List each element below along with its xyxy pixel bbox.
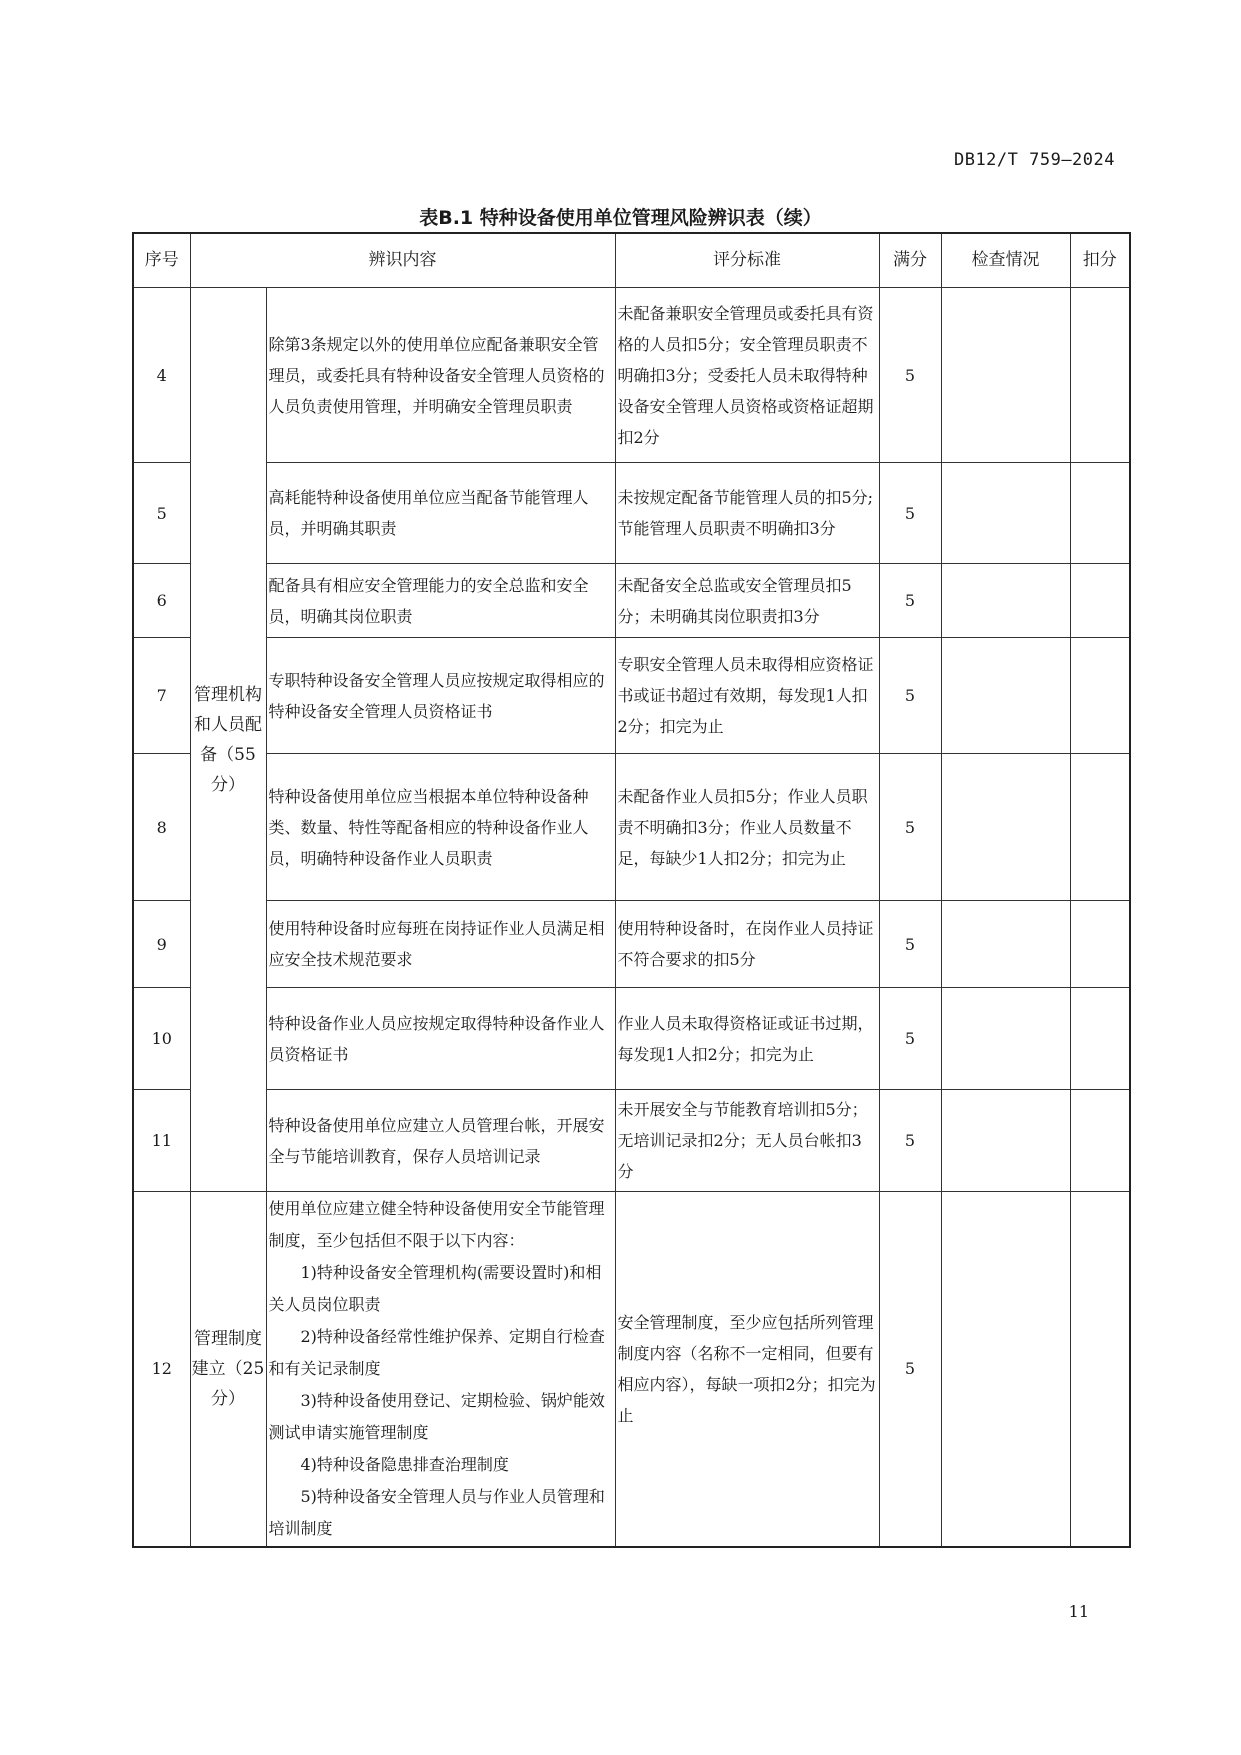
row-criteria: 使用特种设备时，在岗作业人员持证不符合要求的扣5分 — [615, 901, 879, 988]
col-header-seq: 序号 — [133, 233, 190, 288]
row-content: 使用特种设备时应每班在岗持证作业人员满足相应安全技术规范要求 — [266, 901, 615, 988]
row-full-score: 5 — [879, 901, 941, 988]
col-header-full: 满分 — [879, 233, 941, 288]
row-deduct — [1070, 1090, 1130, 1192]
content-item: 2)特种设备经常性维护保养、定期自行检查和有关记录制度 — [268, 1326, 605, 1378]
row-deduct — [1070, 288, 1130, 463]
page-number: 11 — [1068, 1602, 1089, 1621]
table-row — [133, 754, 1130, 901]
row-content: 高耗能特种设备使用单位应当配备节能管理人员，并明确其职责 — [266, 463, 615, 564]
row-deduct — [1070, 463, 1130, 564]
row-check — [941, 288, 1070, 463]
col-header-deduct: 扣分 — [1070, 233, 1130, 288]
table-row — [133, 1192, 1130, 1547]
content-item: 4)特种设备隐患排查治理制度 — [300, 1454, 509, 1474]
row-deduct — [1070, 988, 1130, 1090]
row-content: 特种设备使用单位应建立人员管理台帐，开展安全与节能培训教育，保存人员培训记录 — [266, 1090, 615, 1192]
row-check — [941, 988, 1070, 1090]
col-header-content: 辨识内容 — [190, 233, 615, 288]
content-item: 1)特种设备安全管理机构(需要设置时)和相关人员岗位职责 — [268, 1262, 602, 1314]
row-full-score: 5 — [879, 288, 941, 463]
table-row — [133, 288, 1130, 463]
row-full-score: 5 — [879, 1192, 941, 1547]
row-seq: 7 — [133, 638, 190, 754]
row-deduct — [1070, 638, 1130, 754]
row-seq: 9 — [133, 901, 190, 988]
row-seq: 6 — [133, 564, 190, 638]
row-full-score: 5 — [879, 638, 941, 754]
row-content — [266, 1192, 615, 1547]
row-criteria: 未配备安全总监或安全管理员扣5分；未明确其岗位职责扣3分 — [615, 564, 879, 638]
row-deduct — [1070, 564, 1130, 638]
row-full-score: 5 — [879, 564, 941, 638]
row-check — [941, 463, 1070, 564]
category-cell: 管理机构和人员配备（55分） — [190, 288, 266, 1192]
col-header-criteria: 评分标准 — [615, 233, 879, 288]
table-row — [133, 463, 1130, 564]
row-content: 除第3条规定以外的使用单位应配备兼职安全管理员，或委托具有特种设备安全管理人员资格的人员负责使用管理，并明确安全管理员职责 — [266, 288, 615, 463]
row-deduct — [1070, 901, 1130, 988]
content-intro: 使用单位应建立健全特种设备使用安全节能管理制度，至少包括但不限于以下内容： — [268, 1198, 605, 1250]
row-check — [941, 638, 1070, 754]
row-criteria: 作业人员未取得资格证或证书过期，每发现1人扣2分；扣完为止 — [615, 988, 879, 1090]
risk-identification-table — [132, 232, 1131, 1548]
row-deduct — [1070, 1192, 1130, 1547]
row-content: 特种设备作业人员应按规定取得特种设备作业人员资格证书 — [266, 988, 615, 1090]
row-deduct — [1070, 754, 1130, 901]
row-check — [941, 564, 1070, 638]
row-full-score: 5 — [879, 754, 941, 901]
table-title: 表B.1 特种设备使用单位管理风险辨识表（续） — [419, 207, 822, 229]
row-full-score: 5 — [879, 463, 941, 564]
row-seq: 11 — [133, 1090, 190, 1192]
row-criteria: 未配备作业人员扣5分；作业人员职责不明确扣3分；作业人员数量不足，每缺少1人扣2分；扣完为止 — [615, 754, 879, 901]
document-code: DB12/T 759—2024 — [953, 150, 1115, 170]
row-criteria: 安全管理制度，至少应包括所列管理制度内容（名称不一定相同，但要有相应内容），每缺一项扣2分；扣完为止 — [615, 1192, 879, 1547]
row-criteria: 未按规定配备节能管理人员的扣5分;节能管理人员职责不明确扣3分 — [615, 463, 879, 564]
table-row — [133, 564, 1130, 638]
table-row — [133, 901, 1130, 988]
row-criteria: 专职安全管理人员未取得相应资格证书或证书超过有效期，每发现1人扣2分；扣完为止 — [615, 638, 879, 754]
row-criteria: 未开展安全与节能教育培训扣5分；无培训记录扣2分；无人员台帐扣3分 — [615, 1090, 879, 1192]
table-header-row — [133, 233, 1130, 288]
content-item: 3)特种设备使用登记、定期检验、锅炉能效测试申请实施管理制度 — [268, 1390, 605, 1442]
row-criteria: 未配备兼职安全管理员或委托具有资格的人员扣5分；安全管理员职责不明确扣3分；受委托人员未取得特种设备安全管理人员资格或资格证超期扣2分 — [615, 288, 879, 463]
table-row — [133, 1090, 1130, 1192]
row-seq: 8 — [133, 754, 190, 901]
row-content: 配备具有相应安全管理能力的安全总监和安全员，明确其岗位职责 — [266, 564, 615, 638]
row-check — [941, 754, 1070, 901]
row-seq: 5 — [133, 463, 190, 564]
table-row — [133, 638, 1130, 754]
category-cell: 管理制度建立（25分） — [190, 1192, 266, 1547]
row-check — [941, 1090, 1070, 1192]
row-seq: 4 — [133, 288, 190, 463]
table-row — [133, 988, 1130, 1090]
content-item: 5)特种设备安全管理人员与作业人员管理和培训制度 — [268, 1486, 605, 1538]
row-check — [941, 901, 1070, 988]
row-check — [941, 1192, 1070, 1547]
row-content: 特种设备使用单位应当根据本单位特种设备种类、数量、特性等配备相应的特种设备作业人员，明确特种设备作业人员职责 — [266, 754, 615, 901]
row-seq: 12 — [133, 1192, 190, 1547]
row-seq: 10 — [133, 988, 190, 1090]
row-content: 专职特种设备安全管理人员应按规定取得相应的特种设备安全管理人员资格证书 — [266, 638, 615, 754]
row-full-score: 5 — [879, 988, 941, 1090]
col-header-check: 检查情况 — [941, 233, 1070, 288]
row-full-score: 5 — [879, 1090, 941, 1192]
